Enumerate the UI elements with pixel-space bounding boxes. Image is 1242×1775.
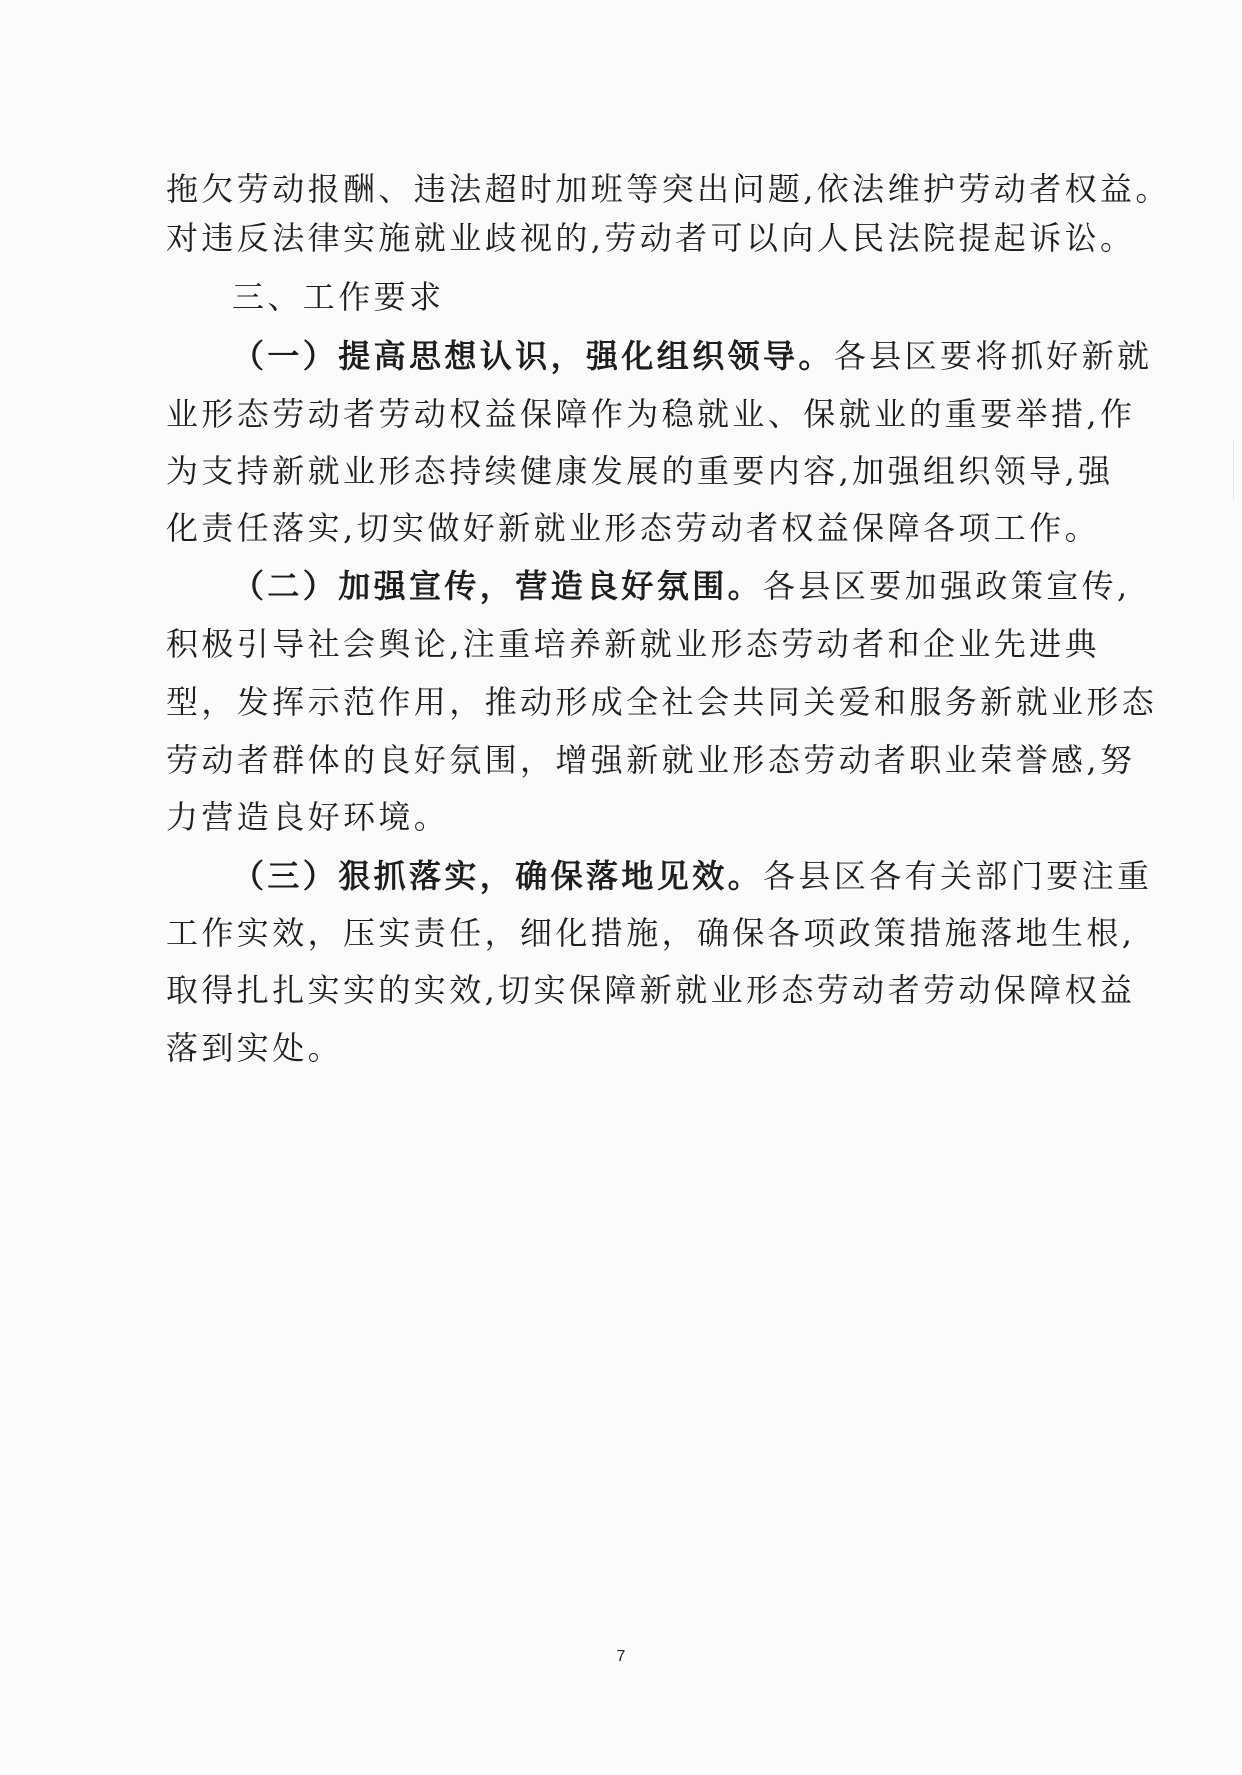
item-3-text: 各县区各有关部门要注重 <box>763 857 1153 895</box>
item-1-heading: （一）提高思想认识，强化组织领导。 <box>232 337 834 375</box>
item-2-text: 各县区要加强政策宣传, <box>763 567 1131 605</box>
body-line: 落到实处。 <box>166 1029 344 1067</box>
item-2-heading: （二）加强宣传，营造良好氛围。 <box>232 567 764 605</box>
item-3-heading: （三）狠抓落实，确保落地见效。 <box>232 857 764 895</box>
body-line: 型，发挥示范作用，推动形成全社会共同关爱和服务新就业形态 <box>166 683 1158 721</box>
item-1-first-line <box>232 336 1153 376</box>
body-line: 力营造良好环境。 <box>166 798 450 836</box>
body-line: 劳动者群体的良好氛围，增强新就业形态劳动者职业荣誉感,努 <box>166 741 1136 779</box>
body-line: 拖欠劳动报酬、违法超时加班等突出问题,依法维护劳动者权益。 <box>166 170 1171 208</box>
body-line: 积极引导社会舆论,注重培养新就业形态劳动者和企业先进典 <box>166 625 1100 663</box>
page-number: 7 <box>616 1648 626 1665</box>
body-line: 工作实效，压实责任，细化措施，确保各项政策措施落地生根, <box>166 914 1136 952</box>
section-heading: 三、工作要求 <box>232 278 445 316</box>
body-line: 化责任落实,切实做好新就业形态劳动者权益保障各项工作。 <box>166 509 1100 547</box>
body-line: 为支持新就业形态持续健康发展的重要内容,加强组织领导,强 <box>166 452 1114 490</box>
item-2-first-line <box>232 566 1131 606</box>
scan-edge-mark <box>1233 440 1234 500</box>
item-3-first-line <box>232 856 1153 896</box>
item-1-text: 各县区要将抓好新就 <box>833 337 1153 375</box>
body-line: 取得扎扎实实的实效,切实保障新就业形态劳动者劳动保障权益 <box>166 971 1136 1009</box>
body-line: 业形态劳动者劳动权益保障作为稳就业、保就业的重要举措,作 <box>166 395 1136 433</box>
body-line: 对违反法律实施就业歧视的,劳动者可以向人民法院提起诉讼。 <box>166 219 1136 257</box>
